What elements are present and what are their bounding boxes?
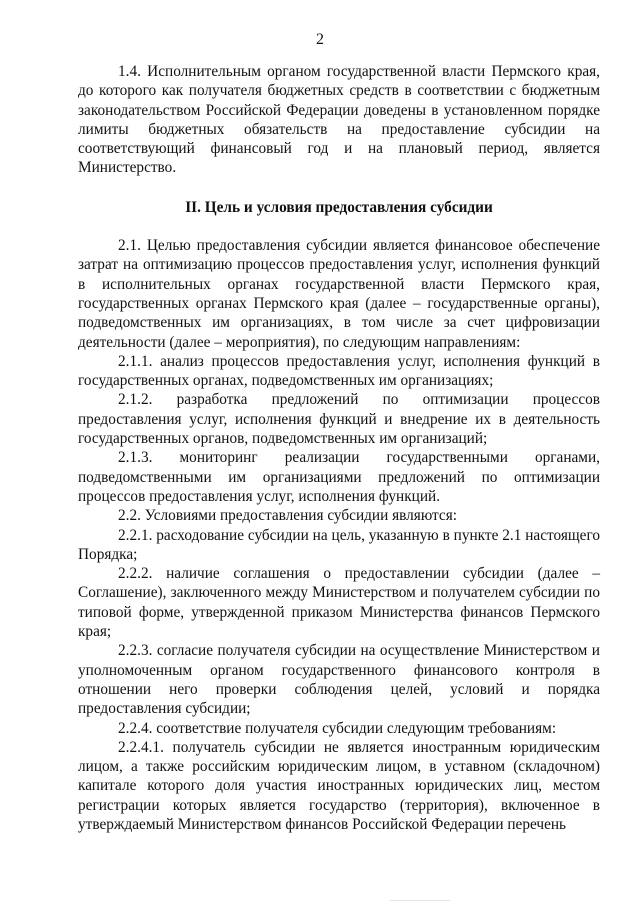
document-body — [78, 62, 600, 834]
paragraph-2-1-3: 2.1.3. мониторинг реализации государственными органами, подведомственными им организациями предложений по оптимизации процессов предоставления услуг, исполнения функций. — [78, 449, 600, 505]
paragraph-2-2-1: 2.2.1. расходование субсидии на цель, указанную в пункте 2.1 настоящего Порядка; — [78, 526, 600, 563]
paragraph-2-1: 2.1. Целью предоставления субсидии является финансовое обеспечение затрат на оптимизацию процессов предоставления услуг, исполнения функций в исполнительных органах государственной власти Пермского края, государственных органах Пермского края (далее – государственные органы), подведомственных им организациях, в том числе за счет цифровизации деятельности (далее – мероприятия), по следующим направлениям: — [78, 237, 600, 351]
paragraph-2-2-4: 2.2.4. соответствие получателя субсидии следующим требованиям: — [118, 719, 557, 737]
paragraph-2-2-2: 2.2.2. наличие соглашения о предоставлении субсидии (далее – Соглашение), заключенного между Министерством и получателем субсидии по типовой форме, утвержденной приказом Министерства финансов Пермского края; — [78, 565, 600, 641]
paragraph-2-2: 2.2. Условиями предоставления субсидии являются: — [118, 507, 458, 525]
scan-artifact — [390, 900, 450, 901]
paragraph-2-2-4-1: 2.2.4.1. получатель субсидии не является иностранным юридическим лицом, а также российским юридическим лицом, в уставном (складочном) капитале которого доля участия иностранных юридических лиц, местом регистрации которых является государство (территория), включенное в утверждаемый Министерством финансов Российской Федерации перечень — [78, 738, 600, 833]
section-heading: II. Цель и условия предоставления субсидии — [185, 198, 493, 216]
page-number: 2 — [316, 31, 324, 48]
paragraph-2-1-2: 2.1.2. разработка предложений по оптимизации процессов предоставления услуг, исполнения функций и внедрение их в деятельность государственных органов, подведомственных им организаций; — [78, 391, 600, 448]
paragraph-1-4: 1.4. Исполнительным органом государственной власти Пермского края, до которого как получателя бюджетных средств в соответствии с бюджетным законодательством Российской Федерации доведены в установленном порядке лимиты бюджетных обязательств на предоставление субсидии на соответствующий финансовый год и на плановый период, является Министерство. — [78, 63, 600, 177]
paragraph-2-1-1: 2.1.1. анализ процессов предоставления услуг, исполнения функций в государственных органах, подведомственных им организациях; — [78, 352, 600, 390]
paragraph-2-2-3: 2.2.3. согласие получателя субсидии на осуществление Министерством и уполномоченным органом государственного финансового контроля в отношении него проверки соблюдения целей, условий и порядка предоставления субсидии; — [78, 642, 600, 718]
